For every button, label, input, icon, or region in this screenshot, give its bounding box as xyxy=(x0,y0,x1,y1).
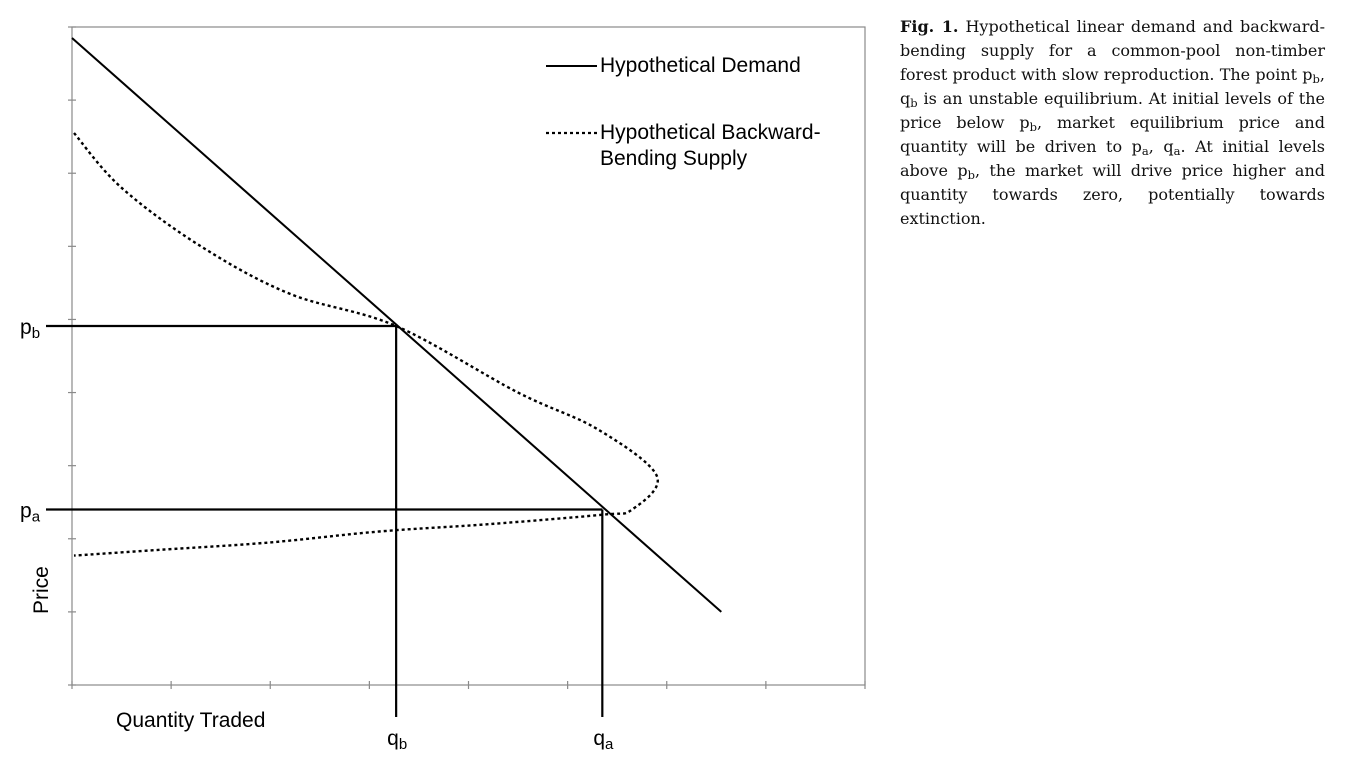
caption-pb-1: $p_b$ xyxy=(1019,113,1037,134)
y-label-pa-base: p xyxy=(20,499,32,523)
caption-pa-qa: $p_a$, $q_a$ xyxy=(1131,137,1181,158)
x-label-qa-base: q xyxy=(593,727,606,750)
caption-point-b: $p_b$, $q_b$ xyxy=(900,65,1325,110)
caption-text-4: . At initial levels above xyxy=(900,137,1326,180)
x-label-qa xyxy=(593,727,614,753)
y-label-pb-sub: b xyxy=(31,325,41,343)
legend xyxy=(546,54,826,170)
legend-supply-label-line2: Bending Supply xyxy=(600,147,748,170)
caption-text-1: Hypothetical linear demand and backward-bending supply for a common-pool non-timber forest product with slow reproduction. The point xyxy=(900,17,1326,84)
x-label-qb-sub: b xyxy=(398,736,408,753)
y-label-pb-base: p xyxy=(20,316,32,340)
equilibrium-labels xyxy=(20,316,614,753)
y-label-pb xyxy=(20,316,40,342)
caption-text-3: , market equilibrium price and quantity will be driven to xyxy=(900,113,1325,156)
y-label-pa-sub: a xyxy=(31,508,41,526)
equilibrium-reference-lines xyxy=(46,326,602,717)
caption-label: Fig. 1. xyxy=(900,17,959,36)
x-label-qa-sub: a xyxy=(605,736,614,753)
x-axis-label: Quantity Traded xyxy=(116,709,266,732)
series-supply-curve xyxy=(74,133,658,556)
caption-pb-2: $p_b$ xyxy=(957,161,975,182)
caption-text-5: , the market will drive price higher and quantity towards zero, potentially towards extinction. xyxy=(900,161,1326,228)
x-label-qb-base: q xyxy=(387,727,399,750)
legend-supply-label-line1: Hypothetical Backward- xyxy=(600,121,821,144)
figure-caption xyxy=(900,15,1325,231)
caption-text-2: is an unstable equilibrium. At initial levels of the price below xyxy=(900,89,1325,132)
legend-supply-label xyxy=(600,121,826,170)
y-axis-label: Price xyxy=(30,566,53,614)
y-label-pa xyxy=(20,500,41,526)
x-label-qb xyxy=(387,727,407,753)
legend-demand-label: Hypothetical Demand xyxy=(600,54,801,77)
